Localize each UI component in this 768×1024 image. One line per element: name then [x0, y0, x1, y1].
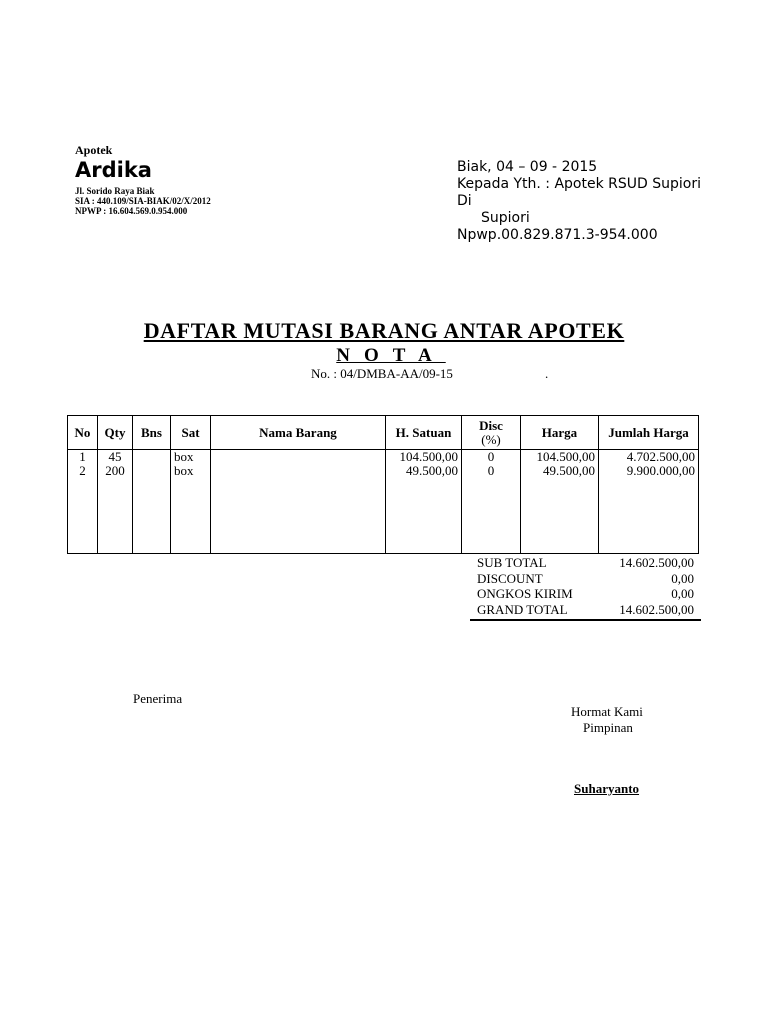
document-number: No. : 04/DMBA-AA/09-15 [311, 366, 453, 381]
recipient-di: Di [457, 193, 472, 209]
cell-qty: 45 [98, 450, 133, 465]
table-row [68, 464, 699, 478]
date-line: Biak, 04 – 09 - 2015 [457, 159, 598, 175]
empty-cell [98, 478, 133, 554]
shop-npwp: NPWP : 16.604.569.0.954.000 [75, 206, 188, 216]
header-harga: Harga [521, 416, 599, 450]
discount-row [470, 571, 701, 587]
sub-total-row [470, 555, 701, 571]
cell-nama-barang [211, 450, 386, 465]
cell-sat: box [171, 464, 211, 478]
cell-no: 2 [68, 464, 98, 478]
cell-jumlah-harga: 9.900.000,00 [599, 464, 699, 478]
recipient-line: Kepada Yth. : Apotek RSUD Supiori [457, 176, 701, 192]
empty-cell [211, 478, 386, 554]
cell-bns [133, 450, 171, 465]
header-nama-barang: Nama Barang [211, 416, 386, 450]
discount-label: DISCOUNT [477, 570, 543, 586]
document-title: DAFTAR MUTASI BARANG ANTAR APOTEK [143, 318, 625, 343]
sub-total-label: SUB TOTAL [477, 555, 547, 570]
header-disc-line2: (%) [481, 431, 501, 447]
empty-cell [521, 478, 599, 554]
cell-qty: 200 [98, 464, 133, 478]
table-row [68, 450, 699, 465]
empty-cell [386, 478, 462, 554]
grand-total-value: 14.602.500,00 [619, 601, 694, 617]
position-label: Pimpinan [583, 720, 633, 735]
empty-cell [68, 478, 98, 554]
cell-jumlah-harga: 4.702.500,00 [599, 450, 699, 465]
shop-label: Apotek [75, 143, 113, 157]
cell-disc: 0 [462, 450, 521, 465]
cell-nama-barang [211, 464, 386, 478]
items-table [67, 415, 699, 554]
document-subtitle: NOTA [336, 345, 446, 366]
table-header-row [68, 416, 699, 450]
ongkos-kirim-row [470, 586, 701, 602]
header-bns: Bns [133, 416, 171, 450]
header-jumlah-harga: Jumlah Harga [599, 416, 699, 450]
empty-cell [599, 478, 699, 554]
grand-total-row [470, 602, 701, 622]
cell-harga: 104.500,00 [521, 450, 599, 465]
cell-no: 1 [68, 450, 98, 465]
cell-disc: 0 [462, 464, 521, 478]
header-disc [462, 416, 521, 450]
empty-cell [462, 478, 521, 554]
regards-label: Hormat Kami [571, 704, 643, 719]
document-dot: . [545, 366, 549, 381]
shop-sia: SIA : 440.109/SIA-BIAK/02/X/2012 [75, 196, 211, 206]
recipient-npwp: Npwp.00.829.871.3-954.000 [457, 227, 658, 243]
grand-total-label: GRAND TOTAL [477, 601, 568, 617]
totals-block [470, 555, 701, 621]
ongkos-kirim-value: 0,00 [671, 586, 694, 601]
ongkos-kirim-label: ONGKOS KIRIM [477, 586, 573, 601]
empty-cell [171, 478, 211, 554]
cell-h-satuan: 104.500,00 [386, 450, 462, 465]
empty-cell [133, 478, 171, 554]
header-no: No [68, 416, 98, 450]
cell-sat: box [171, 450, 211, 465]
discount-value: 0,00 [671, 570, 694, 586]
header-h-satuan: H. Satuan [386, 416, 462, 450]
table-empty-row [68, 478, 699, 554]
receiver-label: Penerima [133, 691, 183, 706]
recipient-city: Supiori [481, 210, 530, 226]
header-disc-line1: Disc [479, 417, 503, 433]
cell-h-satuan: 49.500,00 [386, 464, 462, 478]
signatory-name: Suharyanto [574, 781, 640, 796]
cell-harga: 49.500,00 [521, 464, 599, 478]
cell-bns [133, 464, 171, 478]
header-sat: Sat [171, 416, 211, 450]
shop-address: Jl. Sorido Raya Biak [75, 186, 155, 196]
sub-total-value: 14.602.500,00 [619, 555, 694, 570]
shop-name: Ardika [75, 158, 152, 182]
header-qty: Qty [98, 416, 133, 450]
